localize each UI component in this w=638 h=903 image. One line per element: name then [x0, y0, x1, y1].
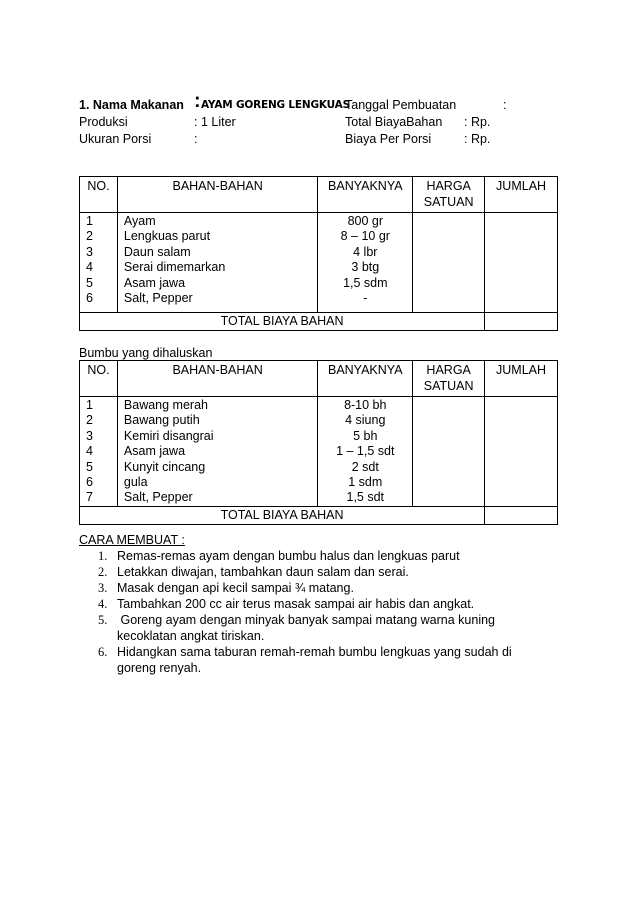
nama-makanan-colon: : — [194, 90, 201, 112]
table-cell: gula — [123, 475, 148, 490]
total-jumlah-cell — [485, 313, 558, 331]
header-harga: HARGA — [426, 179, 471, 193]
step-text: Hidangkan sama taburan remah-remah bumbu lengkuas yang sudah di — [117, 645, 512, 659]
table-cell: Asam jawa — [123, 444, 186, 459]
banyaknya-column — [318, 213, 413, 313]
table-cell: 5 bh — [353, 428, 378, 443]
table-header-row — [80, 361, 558, 397]
table-cell: 1 — [86, 398, 93, 412]
step-text: Letakkan diwajan, tambahkan daun salam dan serai. — [117, 565, 409, 579]
biaya-per-porsi-value: : Rp. — [464, 132, 491, 146]
total-row — [80, 313, 558, 331]
table-cell: Lengkuas parut — [123, 229, 211, 244]
nama-makanan-value: AYAM GORENG LENGKUAS — [201, 99, 350, 111]
nama-makanan-label: 1. Nama Makanan — [79, 98, 184, 112]
table-cell: Serai dimemarkan — [123, 260, 226, 275]
header-harga-satuan — [413, 361, 485, 397]
table-cell: Salt, Pepper — [123, 291, 193, 306]
table-body-row — [80, 213, 558, 313]
step-text: kecoklatan angkat tiriskan. — [117, 629, 265, 643]
table-cell: 4 siung — [345, 413, 386, 428]
header-bahan: BAHAN-BAHAN — [117, 361, 317, 397]
table-cell: Ayam — [123, 214, 156, 228]
table-cell: 7 — [86, 490, 93, 505]
jumlah-column — [485, 397, 558, 507]
step-number: 4. — [98, 597, 108, 611]
total-biaya-value: : Rp. — [464, 115, 491, 129]
header-banyaknya: BANYAKNYA — [318, 361, 413, 397]
total-biaya-label: Total BiayaBahan — [345, 115, 443, 129]
step-number: 5. — [98, 613, 108, 627]
bumbu-table — [79, 360, 558, 525]
table-cell: 1 — [86, 214, 93, 228]
table-cell: 6 — [86, 475, 93, 490]
step-number: 2. — [98, 565, 108, 579]
table-cell: 3 — [86, 244, 93, 259]
table-cell: Asam jawa — [123, 275, 186, 290]
cara-membuat-steps — [98, 548, 557, 676]
table-cell: 1 – 1,5 sdt — [336, 444, 395, 459]
step-number: 6. — [98, 645, 108, 659]
table-cell: 3 — [86, 428, 93, 443]
step-text: Tambahkan 200 cc air terus masak sampai air habis dan angkat. — [117, 597, 475, 611]
bahan-column — [117, 213, 317, 313]
step-text: Masak dengan api kecil sampai ¾ matang. — [117, 581, 354, 595]
no-column — [80, 213, 118, 313]
header-banyaknya: BANYAKNYA — [318, 177, 413, 213]
list-item — [98, 580, 557, 596]
tanggal-pembuatan-label: Tanggal Pembuatan — [345, 98, 457, 112]
produksi-label: Produksi — [79, 115, 128, 129]
list-item — [98, 644, 557, 676]
table-cell: 2 sdt — [351, 459, 379, 474]
ukuran-porsi-label: Ukuran Porsi — [79, 132, 152, 146]
table-cell: 4 — [86, 444, 93, 459]
table-header-row — [80, 177, 558, 213]
table-cell: Bawang merah — [123, 398, 208, 412]
table-cell: 4 — [86, 260, 93, 275]
table-cell: Bawang putih — [123, 413, 200, 428]
table-cell: 2 — [86, 229, 93, 244]
table-cell: 1 sdm — [348, 475, 383, 490]
banyaknya-column — [318, 397, 413, 507]
header-jumlah: JUMLAH — [485, 361, 558, 397]
header-satuan: SATUAN — [423, 195, 474, 209]
total-row — [80, 506, 558, 524]
produksi-value: : 1 Liter — [194, 115, 236, 129]
no-column — [80, 397, 118, 507]
table-cell: 5 — [86, 459, 93, 474]
biaya-per-porsi-label: Biaya Per Porsi — [345, 132, 432, 146]
cara-membuat-section — [79, 532, 185, 548]
tanggal-pembuatan-colon: : — [503, 98, 507, 112]
list-item — [98, 564, 557, 580]
step-text: Goreng ayam dengan minyak banyak sampai matang warna kuning — [117, 613, 495, 627]
header-harga-satuan — [413, 177, 485, 213]
harga-column — [413, 213, 485, 313]
table-cell: 4 lbr — [353, 244, 378, 259]
table-cell: 5 — [86, 275, 93, 290]
table-cell: - — [363, 291, 368, 306]
table-cell: Salt, Pepper — [123, 490, 193, 505]
table-cell: 8 – 10 gr — [340, 229, 390, 244]
header-satuan: SATUAN — [423, 379, 474, 393]
table-cell: 800 gr — [347, 214, 384, 228]
jumlah-column — [485, 213, 558, 313]
bahan-column — [117, 397, 317, 507]
table-cell: Daun salam — [123, 244, 191, 259]
table-cell: 6 — [86, 291, 93, 306]
header-no: NO. — [80, 361, 118, 397]
table-cell: 8-10 bh — [344, 398, 387, 412]
table-cell: Kemiri disangrai — [123, 428, 214, 443]
total-jumlah-cell — [485, 506, 558, 524]
list-item — [98, 548, 557, 564]
table-cell: 3 btg — [351, 260, 380, 275]
step-text: Remas-remas ayam dengan bumbu halus dan lengkuas parut — [117, 549, 460, 563]
bumbu-title: Bumbu yang dihaluskan — [79, 346, 213, 360]
table-cell: 1,5 sdm — [343, 275, 388, 290]
table-cell: Kunyit cincang — [123, 459, 206, 474]
cara-membuat-title: CARA MEMBUAT : — [79, 533, 185, 547]
header-harga: HARGA — [426, 363, 471, 377]
table-body-row — [80, 397, 558, 507]
header-bahan: BAHAN-BAHAN — [117, 177, 317, 213]
list-item — [98, 612, 557, 644]
step-text: goreng renyah. — [117, 661, 202, 675]
step-number: 1. — [98, 549, 108, 563]
header-no: NO. — [80, 177, 118, 213]
total-biaya-bahan-label: TOTAL BIAYA BAHAN — [80, 506, 485, 524]
total-biaya-bahan-label: TOTAL BIAYA BAHAN — [80, 313, 485, 331]
step-number: 3. — [98, 581, 108, 595]
ukuran-porsi-value: : — [194, 132, 198, 146]
harga-column — [413, 397, 485, 507]
table-cell: 1,5 sdt — [346, 490, 385, 505]
bahan-table — [79, 176, 558, 331]
header-jumlah: JUMLAH — [485, 177, 558, 213]
table-cell: 2 — [86, 413, 93, 428]
list-item — [98, 596, 557, 612]
